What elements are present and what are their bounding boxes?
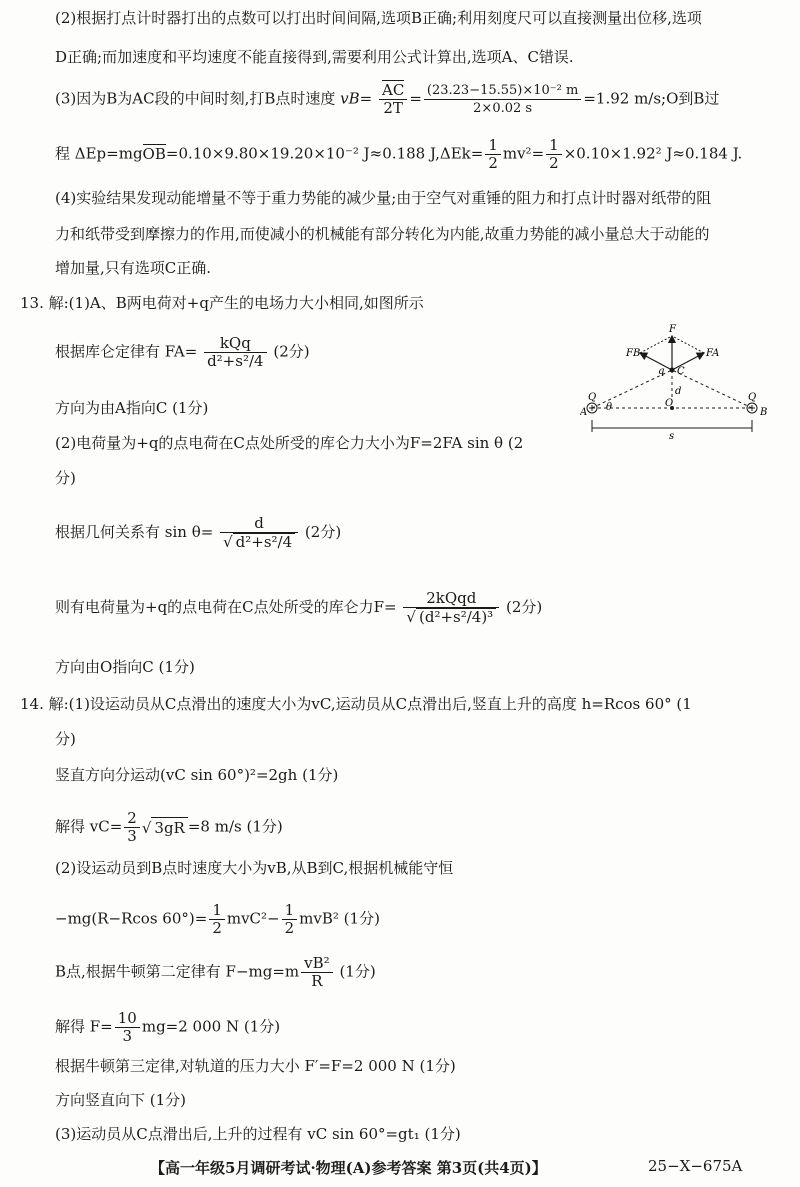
two-thirds-den: 3 [127,827,137,845]
force-diagram [580,320,785,440]
q13-line1: 13. 解:(1)A、B两电荷对+q产生的电场力大小相同,如图所示 [20,294,424,312]
label-q-right: Q [748,392,757,403]
q13-force-result [55,590,542,626]
force-fb-arrow [640,353,672,370]
sin-theta-prefix: 根据几何关系有 sin θ= [55,523,214,541]
q14-line1: 14. 解:(1)设运动员从C点滑出的速度大小为vC,运动员从C点滑出后,竖直上升的高度 h=Rcos 60° (1 [20,695,692,713]
force-numerator: 2kQqd [403,590,499,608]
q13-direction-1: 方向为由A指向C (1分) [55,399,209,417]
q13-direction-2: 方向由O指向C (1分) [55,658,195,676]
q12-part3-line2 [55,137,742,172]
force-result-prefix: 则有电荷量为+q的点电荷在C点处所受的库仑力F= [55,598,397,616]
sqrt-icon-3: √ 3gR [142,817,188,838]
coulomb-denominator: d²+s²/4 [207,352,264,370]
ten-thirds-num: 10 [115,1010,140,1028]
ac-overline: AC [382,81,405,99]
q12-part4-line2: 力和纸带受到摩擦力的作用,而使减小的机械能有部分转化为内能,故重力势能的减小量总大于动能的 [55,225,710,243]
velocity-fraction [424,82,581,117]
q13-coulomb-law [55,335,310,370]
half-fraction-1 [485,137,501,172]
velocity-result: =1.92 m/s;O到B过 [583,89,720,108]
half-num-3: 1 [209,902,225,920]
label-c: C [677,366,685,377]
two-thirds-fraction [124,810,140,845]
velocity-denominator: 2×0.02 s [473,101,533,116]
f-prefix: 解得 F= [55,1017,113,1036]
centripetal-num: vB² [301,955,333,973]
label-q: q [658,366,665,377]
label-o: O [665,398,674,409]
label-d: d [675,386,682,397]
energy-prefix: −mg(R−Rcos 60°)= [55,909,208,928]
q14-newton-second [55,955,376,990]
q14-energy-equation [55,902,380,937]
coulomb-numerator: kQq [204,335,267,353]
q12-part3-line1: (3)因为B为AC段的中间时刻,打B点时速度 vB= $\frac{AC}{2T}$ = $\frac{\text{(23.23−15.55)×10⁻² m}}{2\times 0.02 s}$ =1.92 m/s;O到B过 [55,81,720,117]
half-num-2: 1 [546,137,562,155]
half-fraction-4 [282,902,298,937]
document-code: 25−X−675A [648,1157,743,1175]
ten-thirds-den: 3 [122,1027,133,1045]
q13-score-2: (2分) [304,523,342,541]
energy-suffix: mvB² (1分) [299,909,380,928]
two-thirds-num: 2 [124,810,140,828]
newton-prefix: B点,根据牛顿第二定律有 F−mg=m [55,962,300,981]
half-num-1: 1 [485,137,501,155]
q14-vertical-motion: 竖直方向分运动(vC sin 60°)²=2gh (1分) [55,766,339,784]
q12-part3-prefix: (3)因为B为AC段的中间时刻,打B点时速度 [55,89,336,108]
q13-coulomb-prefix: 根据库仑定律有 FA= [55,342,198,361]
q14-newton-third: 根据牛顿第三定律,对轨道的压力大小 F′=F=2 000 N (1分) [55,1057,456,1075]
label-s: s [669,431,675,440]
delta-ep-value: =0.10×9.80×19.20×10⁻² J≈0.188 J,ΔEk= [165,144,484,163]
vc-result: =8 m/s (1分) [187,817,283,836]
delta-ek-value: ×0.10×1.92² J≈0.184 J. [563,144,743,163]
mv-squared: mv²= [502,144,545,163]
newton-score: (1分) [339,962,376,981]
ac-over-2t-fraction [379,82,407,117]
delta-ep-prefix: 程 ΔEp=mg [55,144,143,163]
label-b: B [760,407,768,418]
centripetal-den: R [311,972,323,990]
half-fraction-2 [546,137,562,172]
q13-part2-line2: 分) [55,469,76,487]
centripetal-fraction [301,955,333,990]
half-den-2: 2 [549,154,559,172]
q13-score-1: (2分) [273,342,310,361]
velocity-numerator: (23.23−15.55)×10⁻² m [424,82,581,100]
label-theta: θ [606,402,613,413]
q14-solve-vc [55,810,283,845]
ten-thirds-fraction [115,1010,140,1045]
page-footer: 【高一年级5月调研考试·物理(A)参考答案 第3页(共4页)】 [150,1159,547,1177]
q13-score-3: (2分) [505,598,543,616]
half-fraction-3 [209,902,225,937]
q14-solve-f [55,1010,280,1045]
sin-theta-radicand: d²+s²/4 [233,533,296,551]
q12-part4-line3: 增加量,只有选项C正确. [55,259,212,277]
half-den-3: 2 [212,919,222,937]
label-q-left: Q [588,392,597,403]
label-f: F [669,324,676,335]
q14-line2: 分) [55,730,76,748]
ob-overline: OB [142,144,166,163]
parallelogram-left [640,336,672,353]
sqrt-icon-2: √ (d²+s²/4)³ [406,608,496,626]
sqrt-icon: √ d²+s²/4 [223,533,295,551]
q14-part3-line1: (3)运动员从C点滑出后,上升的过程有 vC sin 60°=gt₁ (1分) [55,1125,461,1143]
f-result: mg=2 000 N (1分) [141,1017,281,1036]
coulomb-fraction [204,335,267,370]
two-t: 2T [383,99,403,117]
q12-part2-line1: (2)根据打点计时器打出的点数可以打出时间间隔,选项B正确;利用刻度尺可以直接测量出位移,选项 [55,9,702,27]
sin-theta-fraction [220,515,298,551]
force-radicand: (d²+s²/4)³ [416,608,496,626]
force-fraction [403,590,499,626]
q12-part2-line2: D正确;而加速度和平均速度不能直接得到,需要利用公式计算出,选项A、C错误. [55,48,574,66]
vc-radicand: 3gR [151,817,187,838]
half-num-4: 1 [282,902,298,920]
half-den-1: 2 [488,154,498,172]
q14-part2-line1: (2)设运动员到B点时速度大小为vB,从B到C,根据机械能守恒 [55,859,454,877]
label-a: A [580,407,588,418]
label-fb: FB [626,348,641,359]
q12-part4-line1: (4)实验结果发现动能增量不等于重力势能的减少量;由于空气对重锤的阻力和打点计时器对纸带的阻 [55,189,712,207]
sin-theta-numerator: d [220,515,298,533]
vc-prefix: 解得 vC= [55,817,123,836]
charge-q-point [670,368,675,373]
vb-symbol: vB= [340,89,373,108]
label-fa: FA [706,348,720,359]
q13-sin-theta [55,515,341,551]
energy-mid: mvC²− [226,909,280,928]
q14-direction: 方向竖直向下 (1分) [55,1091,187,1109]
q13-part2-line1: (2)电荷量为+q的点电荷在C点处所受的库仑力大小为F=2FA sin θ (2 [55,434,524,452]
half-den-4: 2 [284,919,295,937]
parallelogram-right [672,336,704,353]
